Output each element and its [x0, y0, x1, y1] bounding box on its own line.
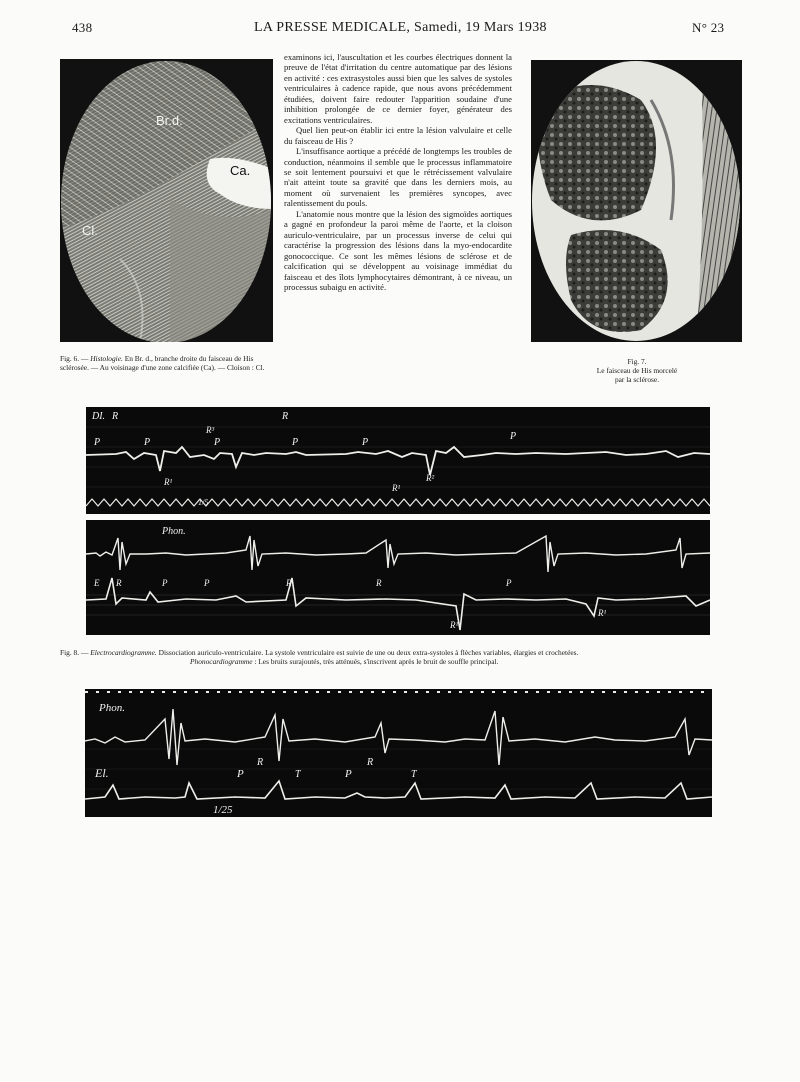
trace2-label-e: E [94, 578, 100, 588]
trace1-label-r: R³ [206, 425, 215, 435]
paragraph: L'anatomie nous montre que la lésion des sigmoïdes aortiques a gagné en profondeur la paroi même de l'aorte, et la cloison auriculo-ventriculaire, par un processus inverse de celui qui caractérise la progression des lésions dans la myo-endocardite gonococcique. Ce sont les mêmes lésions de sclérose et de calcification qui se développent au voisinage immédiat du faisceau et des îlots lymphocytaires démontrant, à ce niveau, un processus subaigu en activité. [284, 208, 512, 292]
trace3-label-r: R [367, 757, 374, 768]
trace3-label-t: T [295, 769, 301, 780]
fig7-caption [532, 357, 742, 384]
trace1-label-r: R [112, 411, 119, 422]
paragraph: Quel lien peut-on établir ici entre la lésion valvulaire et celle du faisceau de His ? [284, 125, 512, 146]
trace2-label-p: P [506, 578, 512, 588]
trace2-label-r: R [116, 578, 122, 588]
trace1-label-lead: DI. [92, 411, 106, 422]
fig6-histology-photo [60, 59, 273, 342]
trace1-label-r-prime: R¹ [392, 483, 401, 493]
article-body [284, 52, 512, 292]
issue-number: N° 23 [692, 20, 725, 35]
fig7-caption-line: par la sclérose. [614, 375, 660, 384]
trace1-label-p: P [510, 431, 517, 442]
trace1-label-p: P [292, 437, 299, 448]
trace3-time-marker: 1/25 [213, 804, 233, 816]
trace3-label-el: El. [95, 766, 109, 780]
fig8-caption-text: : Les bruits surajoutés, très atténués, s'inscrivent après le bruit de souffle principal. [252, 657, 499, 666]
paragraph: L'insuffisance aortique a précédé de longtemps les troubles de conduction, néanmoins il semble que le processus inflammatoire se soit lentement poursuivi et que le rétrécissement valvulaire n'ait atteint toute sa gravité que dans les derniers mois, au moment où survenaient les premières syncopes, avec ralentissement du pouls. [284, 146, 512, 209]
fig8-caption [60, 648, 740, 666]
fig8-caption-prefix: Fig. 8. — [60, 648, 91, 657]
fig7-caption-number: Fig. 7. [627, 357, 647, 366]
trace2-label-r: R [376, 578, 382, 588]
trace2-label-r: R [286, 578, 292, 588]
fig8-caption-emphasis: Phonocardiogramme [190, 657, 253, 666]
trace1-time-marker: 1/5 [198, 498, 209, 507]
trace1-label-r: R [282, 411, 289, 422]
fig6-caption [60, 354, 274, 372]
trace3-label-t: T [411, 769, 417, 780]
fig6-caption-emphasis: Histologie. [90, 354, 123, 363]
paragraph: examinons ici, l'auscultation et les courbes électriques donnent la preuve de l'état d'irritation du centre automatique par des lésions en activité : ces extrasystoles aussi bien que les salves de systoles ventriculaires à cadence rapide, que nous avons précédemment étudiées, doivent faire redouter l'apparition soudaine d'une inhibition prolongée de ce dernier foyer, générateur des excitations ventriculaires. [284, 52, 512, 125]
issue-date: Samedi, 19 Mars 1938 [414, 20, 547, 35]
trace1-label-p: P [362, 437, 369, 448]
trace2-label-p: P [204, 578, 210, 588]
trace2-label-p: P [162, 578, 168, 588]
trace1-label-p: P [144, 437, 151, 448]
journal-title [254, 20, 547, 36]
trace3-label-phono: Phon. [99, 702, 125, 714]
trace2-label-r-prime: R¹ [450, 620, 459, 630]
fig6-caption-text: En Br. d., branche droite du faisceau de His sclérosée. — Au voisinage d'une zone calcifiée (Ca). — Cloison : Cl. [60, 354, 265, 372]
fig8-caption-emphasis: Electrocardiogramme. [90, 648, 157, 657]
ecg-phono-trace-3 [85, 689, 712, 817]
journal-name: LA PRESSE MEDICALE, [254, 20, 411, 35]
fig7-histology-photo [531, 60, 742, 342]
trace2-label-r-prime: R¹ [598, 608, 607, 618]
fig8-caption-text: Dissociation auriculo-ventriculaire. La systole ventriculaire est suivie de une ou deux extra-systoles à flèches variables, élargies et crochetées. [156, 648, 579, 657]
fig6-label-brd: Br.d. [156, 113, 183, 128]
ecg-phono-trace-2 [86, 520, 710, 635]
trace2-label-phono: Phon. [162, 526, 186, 537]
fig6-label-ca: Ca. [230, 163, 251, 178]
fig7-caption-line: Le faisceau de His morcelé [596, 366, 678, 375]
ecg-trace-1 [86, 407, 710, 514]
trace1-label-p: P [94, 437, 101, 448]
page-number: 438 [72, 20, 93, 35]
fig6-caption-prefix: Fig. 6. — [60, 354, 91, 363]
trace3-label-p: P [237, 768, 244, 780]
trace3-label-p: P [345, 768, 352, 780]
fig6-label-cl: Cl. [82, 223, 98, 238]
trace1-label-r-prime: R¹ [164, 477, 173, 487]
trace3-label-r: R [257, 757, 264, 768]
trace1-label-r-prime: R² [426, 473, 435, 483]
trace1-label-p: P [214, 437, 221, 448]
